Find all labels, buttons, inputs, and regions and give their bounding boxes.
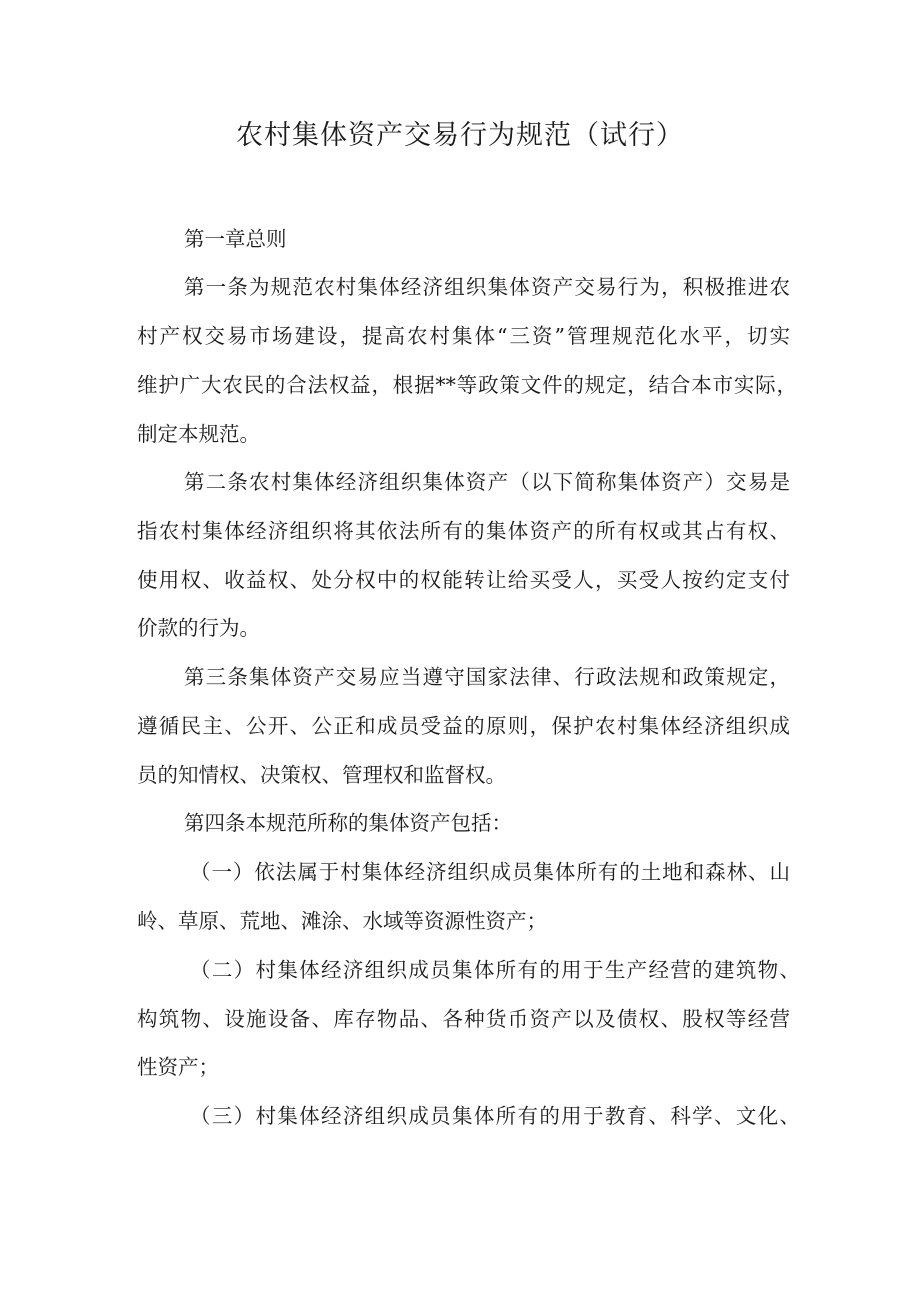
paragraph-line: 第一条为规范农村集体经济组织集体资产交易行为，积极推进农 [184, 275, 790, 299]
document-title: 农村集体资产交易行为规范（试行） [236, 120, 684, 151]
paragraph-line: 构筑物、设施设备、库存物品、各种货币资产以及债权、股权等经营 [137, 1007, 790, 1031]
paragraph-line: （三）村集体经济组织成员集体所有的用于教育、科学、文化、 [190, 1104, 800, 1128]
paragraph-line: 价款的行为。 [137, 616, 260, 640]
paragraph-line: 岭、草原、荒地、滩涂、水域等资源性资产； [137, 909, 547, 933]
paragraph-line: 性资产； [137, 1055, 219, 1079]
paragraph-line: 村产权交易市场建设，提高农村集体“三资”管理规范化水平，切实 [137, 324, 790, 348]
paragraph-line: 员的知情权、决策权、管理权和监督权。 [137, 763, 506, 787]
paragraph-line: 第三条集体资产交易应当遵守国家法律、行政法规和政策规定， [184, 665, 790, 689]
paragraph-line: （一）依法属于村集体经济组织成员集体所有的土地和森林、山 [190, 860, 790, 884]
paragraph-line: 使用权、收益权、处分权中的权能转让给买受人，买受人按约定支付 [137, 568, 790, 592]
paragraph-line: 维护广大农民的合法权益，根据**等政策文件的规定，结合本市实际， [137, 373, 797, 397]
paragraph-line: 第四条本规范所称的集体资产包括： [184, 811, 512, 835]
paragraph-line: 指农村集体经济组织将其依法所有的集体资产的所有权或其占有权、 [137, 519, 790, 543]
paragraph-line: 遵循民主、公开、公正和成员受益的原则，保护农村集体经济组织成 [137, 714, 790, 738]
paragraph-line: （二）村集体经济组织成员集体所有的用于生产经营的建筑物、 [190, 958, 800, 982]
chapter-heading: 第一章总则 [184, 227, 287, 251]
paragraph-line: 制定本规范。 [137, 422, 260, 446]
paragraph-line: 第二条农村集体经济组织集体资产（以下简称集体资产）交易是 [184, 470, 790, 494]
